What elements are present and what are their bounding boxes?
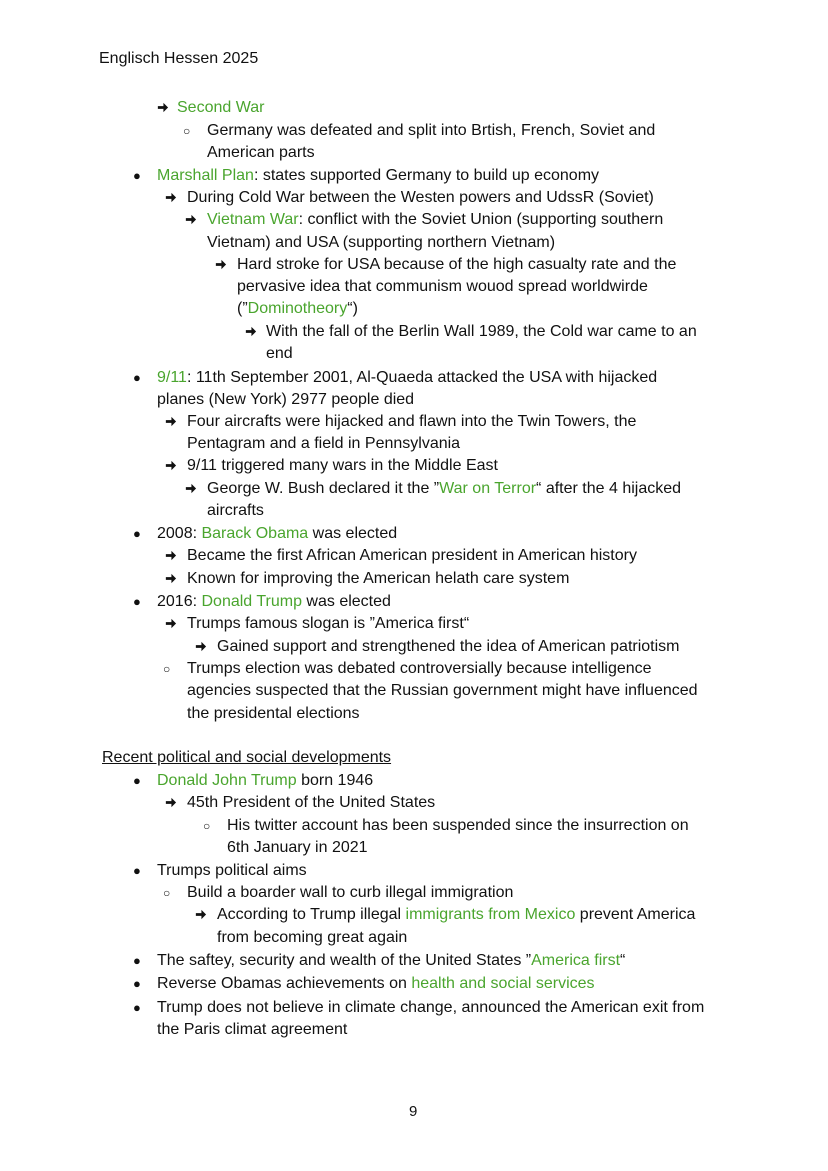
bullet-icon: ● <box>133 1000 141 1015</box>
arrow-icon <box>194 640 207 653</box>
text-line: agencies suspected that the Russian government might have influenced <box>187 682 698 699</box>
text-line: Reverse Obamas achievements on health and social services <box>157 975 595 992</box>
text-line: Vietnam) and USA (supporting northern Vietnam) <box>207 234 556 251</box>
arrow-icon <box>244 325 257 338</box>
bullet-icon: ● <box>133 976 141 991</box>
arrow-icon <box>214 258 227 271</box>
text-line: Trump does not believe in climate change, announced the American exit from <box>157 999 705 1016</box>
text-line: Second War <box>177 99 265 116</box>
arrow-icon <box>164 549 177 562</box>
text-line: Build a boarder wall to curb illegal immigration <box>187 884 514 901</box>
text-line: the Paris climat agreement <box>157 1021 348 1038</box>
text-line: Donald John Trump born 1946 <box>157 772 374 789</box>
circle-bullet-icon: ○ <box>163 886 171 900</box>
text-line: pervasive idea that communism wouod spread worldwirde <box>237 278 648 295</box>
arrow-icon <box>194 908 207 921</box>
text-line: end <box>266 345 293 362</box>
text-line: Trumps famous slogan is ”America first“ <box>187 615 470 632</box>
text-line: Trumps political aims <box>157 862 307 879</box>
arrow-icon <box>164 617 177 630</box>
text-line: the presidental elections <box>187 705 360 722</box>
text-line: 6th January in 2021 <box>227 839 368 856</box>
arrow-icon <box>156 101 169 114</box>
text-line: According to Trump illegal immigrants from Mexico prevent America <box>217 906 696 923</box>
bullet-icon: ● <box>133 863 141 878</box>
bullet-icon: ● <box>133 370 141 385</box>
text-line: from becoming great again <box>217 929 408 946</box>
bullet-icon: ● <box>133 594 141 609</box>
arrow-icon <box>164 415 177 428</box>
text-line: (”Dominotheory“) <box>237 300 358 317</box>
text-line: 9/11 triggered many wars in the Middle East <box>187 457 498 474</box>
text-line: 9/11: 11th September 2001, Al-Quaeda attacked the USA with hijacked <box>157 369 658 386</box>
text-line: Vietnam War: conflict with the Soviet Union (supporting southern <box>207 211 664 228</box>
text-line: His twitter account has been suspended since the insurrection on <box>227 817 689 834</box>
text-line: During Cold War between the Westen powers and UdssR (Soviet) <box>187 189 654 206</box>
section-heading: Recent political and social developments <box>102 749 392 766</box>
arrow-icon <box>164 191 177 204</box>
text-line: aircrafts <box>207 502 264 519</box>
circle-bullet-icon: ○ <box>183 124 191 138</box>
arrow-icon <box>184 482 197 495</box>
text-line: The saftey, security and wealth of the United States ”America first“ <box>157 952 626 969</box>
text-line: 45th President of the United States <box>187 794 436 811</box>
text-line: Germany was defeated and split into Brtish, French, Soviet and <box>207 122 656 139</box>
circle-bullet-icon: ○ <box>163 662 171 676</box>
text-line: Gained support and strengthened the idea of American patriotism <box>217 638 680 655</box>
circle-bullet-icon: ○ <box>203 819 211 833</box>
bullet-icon: ● <box>133 526 141 541</box>
text-line: 2016: Donald Trump was elected <box>157 593 391 610</box>
bullet-icon: ● <box>133 168 141 183</box>
text-line: Trumps election was debated controversially because intelligence <box>187 660 652 677</box>
page-number: 9 <box>409 1103 418 1120</box>
text-line: American parts <box>207 144 315 161</box>
bullet-icon: ● <box>133 953 141 968</box>
text-line: Became the first African American president in American history <box>187 547 637 564</box>
text-line: Hard stroke for USA because of the high casualty rate and the <box>237 256 677 273</box>
arrow-icon <box>164 572 177 585</box>
text-line: With the fall of the Berlin Wall 1989, the Cold war came to an <box>266 323 697 340</box>
bullet-icon: ● <box>133 773 141 788</box>
arrow-icon <box>164 796 177 809</box>
text-line: George W. Bush declared it the ”War on Terror“ after the 4 hijacked <box>207 480 682 497</box>
text-line: Known for improving the American helath care system <box>187 570 570 587</box>
text-line: 2008: Barack Obama was elected <box>157 525 398 542</box>
text-line: planes (New York) 2977 people died <box>157 391 415 408</box>
text-line: Marshall Plan: states supported Germany to build up economy <box>157 167 600 184</box>
document-header: Englisch Hessen 2025 <box>99 50 259 67</box>
text-line: Four aircrafts were hijacked and flawn into the Twin Towers, the <box>187 413 637 430</box>
arrow-icon <box>164 459 177 472</box>
text-line: Pentagram and a field in Pennsylvania <box>187 435 461 452</box>
arrow-icon <box>184 213 197 226</box>
